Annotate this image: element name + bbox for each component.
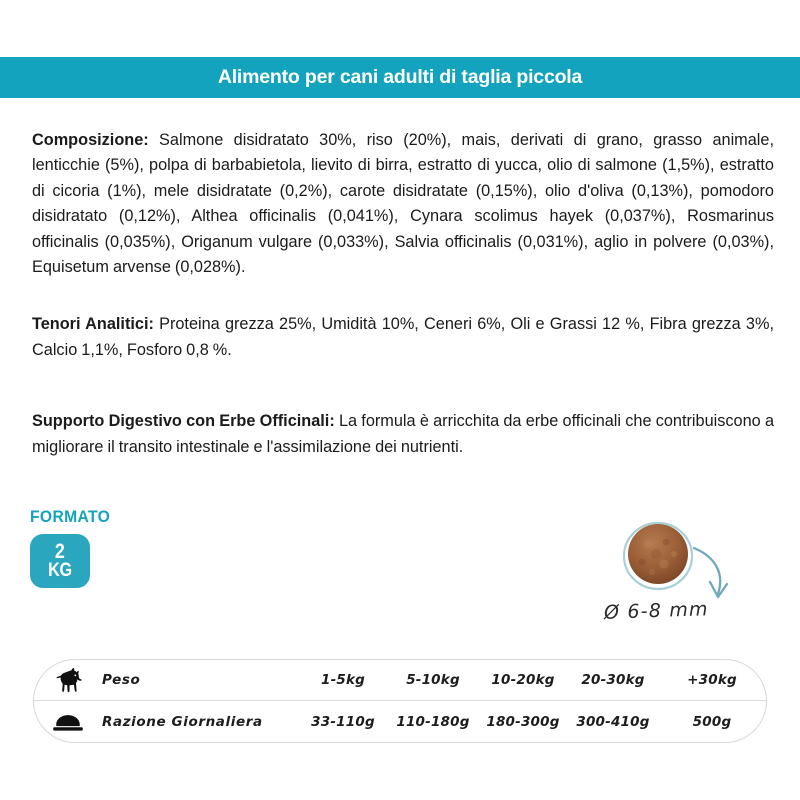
food-bowl-silhouette-icon bbox=[53, 712, 83, 732]
food-bowl-icon bbox=[34, 712, 102, 732]
feeding-guide-table bbox=[33, 659, 767, 743]
peso-value-4: 20-30kg bbox=[581, 672, 645, 688]
formato-label: FORMATO bbox=[30, 507, 111, 526]
supporto-digestivo-heading: Supporto Digestivo con Erbe Officinali: bbox=[32, 412, 335, 431]
supporto-digestivo-text: La formula è arricchita da erbe officinali che contribuiscono a migliorare il transito intestinale e l'assimilazione dei nutrienti. bbox=[32, 412, 774, 456]
formato-block bbox=[30, 508, 150, 588]
razione-value-4: 300-410g bbox=[576, 713, 650, 730]
row-label-razione: Razione Giornaliera bbox=[102, 713, 263, 730]
row-label-peso: Peso bbox=[102, 672, 141, 688]
formato-amount: 2 bbox=[55, 540, 65, 564]
kibble-illustration bbox=[594, 518, 774, 638]
tenori-analitici-heading: Tenori Analitici: bbox=[32, 315, 154, 334]
razione-value-2: 110-180g bbox=[396, 713, 470, 730]
peso-value-3: 10-20kg bbox=[491, 672, 555, 688]
ingredients-content bbox=[32, 128, 774, 460]
formato-badge bbox=[30, 534, 90, 588]
razione-value-5: 500g bbox=[692, 713, 732, 730]
peso-value-2: 5-10kg bbox=[406, 672, 460, 688]
dog-icon bbox=[34, 667, 102, 693]
formato-unit: KG bbox=[48, 559, 72, 581]
composizione-paragraph bbox=[32, 128, 774, 280]
header-band bbox=[0, 57, 800, 98]
composizione-heading: Composizione: bbox=[32, 131, 149, 149]
composizione-text: Salmone disidratato 30%, riso (20%), mais, derivati di grano, grasso animale, lenticchie (5%), polpa di barbabietola, lievito di birra, estratto di yucca, olio di salmone (1,5%), estratto di cicoria (1%), mele disidratate (0,2%), carote disidratate (0,15%), olio d'oliva (0,13%), pomodoro disidratato (0,12%), Althea officinalis (0,041%), Cynara scolimus hayek (0,037%), Rosmarinus officinalis (0,035%), Origanum vulgare (0,033%), Salvia officinalis (0,031%), aglio in polvere (0,03%), Equisetum arvense (0,028%). bbox=[32, 131, 774, 277]
kibble-diameter-caption: Ø 6-8 mm bbox=[603, 598, 710, 624]
tenori-analitici-paragraph bbox=[32, 312, 774, 363]
page-title: Alimento per cani adulti di taglia piccola bbox=[217, 66, 583, 88]
razione-value-3: 180-300g bbox=[486, 713, 560, 730]
table-row bbox=[34, 660, 766, 701]
table-row bbox=[34, 701, 766, 742]
supporto-digestivo-paragraph bbox=[32, 409, 774, 460]
tenori-analitici-text: Proteina grezza 25%, Umidità 10%, Ceneri 6%, Oli e Grassi 12 %, Fibra grezza 3%, Calcio 1,1%, Fosforo 0,8 %. bbox=[32, 315, 774, 359]
dog-silhouette-icon bbox=[53, 667, 83, 693]
peso-value-5: +30kg bbox=[687, 672, 737, 688]
peso-value-1: 1-5kg bbox=[320, 672, 366, 688]
razione-value-1: 33-110g bbox=[311, 713, 375, 730]
arrow-curve-icon bbox=[694, 548, 720, 594]
